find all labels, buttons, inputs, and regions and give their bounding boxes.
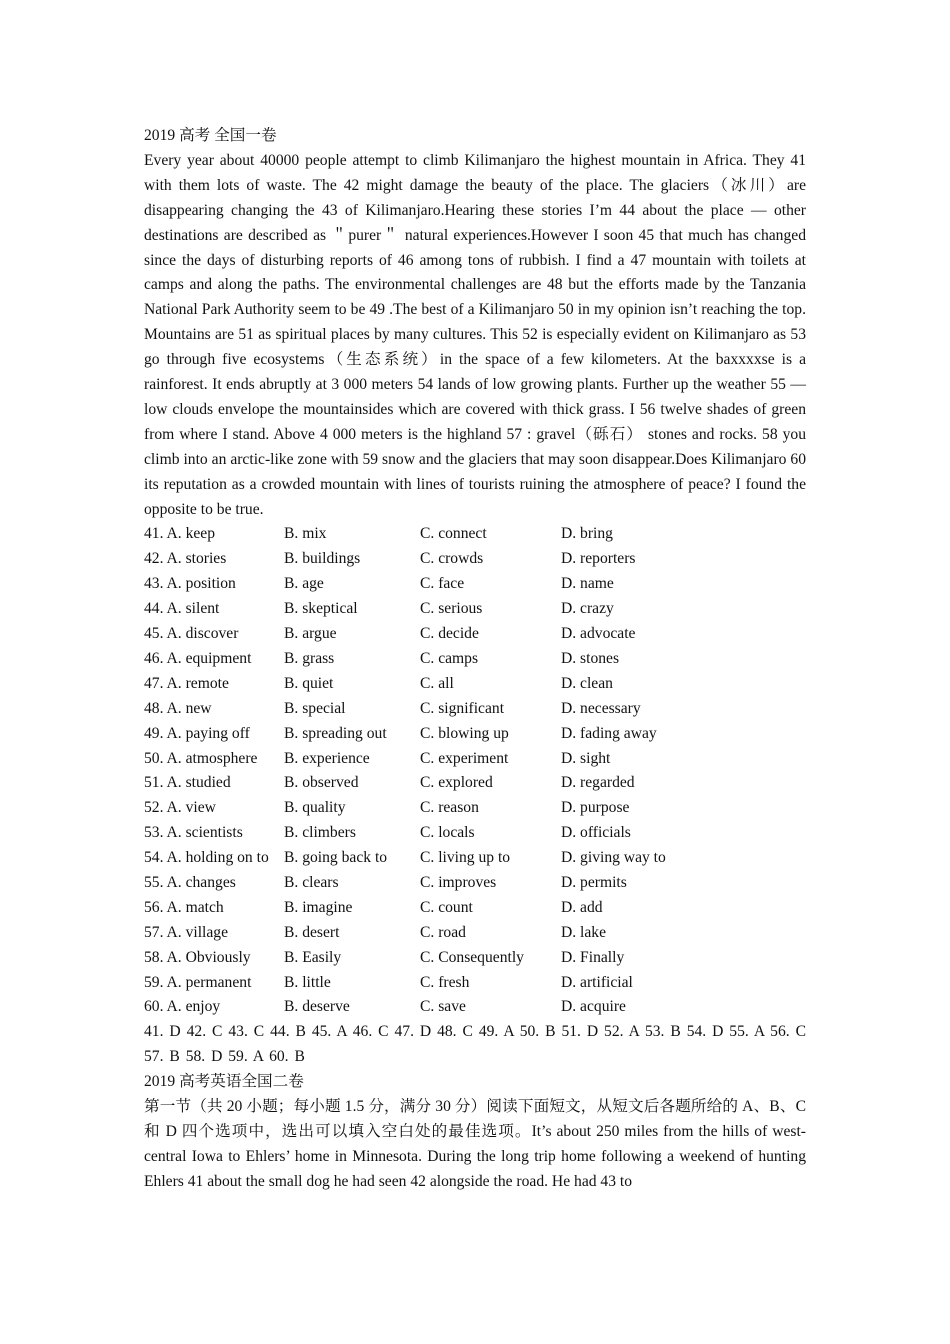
option-d: D. stones — [561, 649, 620, 667]
option-row — [144, 896, 806, 921]
option-a: 43. A. position — [144, 575, 236, 593]
option-d: D. fading away — [561, 724, 657, 742]
option-row — [144, 522, 806, 547]
option-d: D. crazy — [561, 600, 614, 618]
option-c: C. fresh — [420, 973, 470, 991]
option-b: B. argue — [284, 625, 337, 643]
option-c: C. experiment — [420, 749, 509, 767]
option-d: D. reporters — [561, 550, 636, 568]
option-b: B. climbers — [284, 824, 356, 842]
option-row — [144, 771, 806, 796]
option-b: B. quality — [284, 799, 346, 817]
option-row — [144, 796, 806, 821]
option-a: 59. A. permanent — [144, 973, 252, 991]
option-b: B. quiet — [284, 674, 334, 692]
option-b: B. special — [284, 699, 346, 717]
option-d: D. acquire — [561, 998, 626, 1016]
document-page — [144, 124, 806, 1195]
answer-key-text: 41. D 42. C 43. C 44. B 45. A 46. C 47. D 48. C 49. A 50. B 51. D 52. A 53. B 54. D 55. A 56. C 57. B 58. D 59. A 60. B — [144, 1023, 806, 1066]
option-b: B. little — [284, 973, 331, 991]
option-a: 46. A. equipment — [144, 649, 252, 667]
option-a: 56. A. match — [144, 898, 224, 916]
option-row — [144, 697, 806, 722]
option-b: B. experience — [284, 749, 370, 767]
option-d: D. Finally — [561, 948, 625, 966]
option-c: C. blowing up — [420, 724, 509, 742]
option-a: 51. A. studied — [144, 774, 231, 792]
options-list — [144, 522, 806, 1020]
option-b: B. skeptical — [284, 600, 358, 618]
section-title-national-2: 2019 高考英语全国二卷 — [144, 1073, 304, 1091]
section-title-national-1: 2019 高考 全国一卷 — [144, 127, 277, 144]
option-d: D. permits — [561, 873, 627, 891]
option-row — [144, 995, 806, 1020]
option-b: B. age — [284, 575, 324, 593]
option-c: C. road — [420, 923, 466, 941]
option-c: C. explored — [420, 774, 493, 792]
option-c: C. connect — [420, 525, 487, 543]
option-d: D. add — [561, 898, 603, 916]
option-d: D. giving way to — [561, 849, 666, 867]
option-c: C. locals — [420, 824, 475, 842]
option-d: D. necessary — [561, 699, 641, 717]
option-row — [144, 871, 806, 896]
option-d: D. sight — [561, 749, 611, 767]
option-row — [144, 946, 806, 971]
option-b: B. buildings — [284, 550, 361, 568]
option-c: C. count — [420, 898, 473, 916]
option-a: 41. A. keep — [144, 525, 216, 543]
option-c: C. camps — [420, 649, 479, 667]
option-d: D. bring — [561, 525, 613, 543]
option-b: B. spreading out — [284, 724, 387, 742]
option-row — [144, 821, 806, 846]
option-a: 44. A. silent — [144, 600, 220, 618]
option-d: D. name — [561, 575, 614, 593]
option-c: C. decide — [420, 625, 479, 643]
option-c: C. reason — [420, 799, 479, 817]
option-a: 58. A. Obviously — [144, 948, 251, 966]
option-a: 47. A. remote — [144, 674, 229, 692]
option-c: C. all — [420, 674, 454, 692]
option-b: B. going back to — [284, 849, 388, 867]
option-c: C. face — [420, 575, 465, 593]
cloze-passage-1 — [144, 149, 806, 523]
option-d: D. clean — [561, 674, 613, 692]
option-b: B. grass — [284, 649, 335, 667]
option-b: B. mix — [284, 525, 327, 543]
option-a: 53. A. scientists — [144, 824, 243, 842]
option-a: 42. A. stories — [144, 550, 227, 568]
option-b: B. clears — [284, 873, 339, 891]
option-b: B. deserve — [284, 998, 350, 1016]
option-c: C. living up to — [420, 849, 511, 867]
option-c: C. Consequently — [420, 948, 524, 966]
option-a: 57. A. village — [144, 923, 229, 941]
option-a: 55. A. changes — [144, 873, 236, 891]
passage-2-text: 第一节（共 20 小题；每小题 1.5 分，满分 30 分）阅读下面短文，从短文后各题所给的 A、B、C 和 D 四个选项中，选出可以填入空白处的最佳选项。It’s about 250 miles from the hills of west-central Iowa to Ehlers’ home in Minnesota. During the long trip home following a weekend of hunting Ehlers 41 about the small dog he had seen 42 alongside the road. He had 43 to — [144, 1098, 806, 1190]
cloze-passage-2 — [144, 1095, 806, 1195]
option-b: B. Easily — [284, 948, 342, 966]
option-row — [144, 647, 806, 672]
option-a: 52. A. view — [144, 799, 216, 817]
option-b: B. desert — [284, 923, 340, 941]
option-d: D. artificial — [561, 973, 633, 991]
option-a: 48. A. new — [144, 699, 212, 717]
option-c: C. serious — [420, 600, 483, 618]
option-row — [144, 747, 806, 772]
option-row — [144, 572, 806, 597]
option-row — [144, 597, 806, 622]
option-a: 50. A. atmosphere — [144, 749, 258, 767]
option-c: C. crowds — [420, 550, 484, 568]
option-d: D. lake — [561, 923, 607, 941]
option-c: C. improves — [420, 873, 497, 891]
option-d: D. regarded — [561, 774, 635, 792]
option-row — [144, 846, 806, 871]
option-b: B. observed — [284, 774, 359, 792]
passage-1-text: Every year about 40000 people attempt to climb Kilimanjaro the highest mountain in Africa. They 41 with them lots of waste. The 42 might damage the beauty of the place. The glaciers（冰川）are disappearing changing the 43 of Kilimanjaro.Hearing these stories I’m 44 about the place — other destinations are described as ＂purer＂ natural experiences.However I soon 45 that much has changed since the days of disturbing reports of 46 among tons of rubbish. I find a 47 mountain with toilets at camps and along the paths. The environmental challenges are 48 but the efforts made by the Tanzania National Park Authority seem to be 49 .The best of a Kilimanjaro 50 in my opinion isn’t reaching the top. Mountains are 51 as spiritual places by many cultures. This 52 is especially evident on Kilimanjaro as 53 go through five ecosystems（生态系统）in the space of a few kilometers. At the baxxxxse is a rainforest. It ends abruptly at 3 000 meters 54 lands of low growing plants. Further up the weather 55 — low clouds envelope the mountainsides which are covered with thick grass. I 56 twelve shades of green from where I stand. Above 4 000 meters is the highland 57 : gravel（砾石） stones and rocks. 58 you climb into an arctic-like zone with 59 snow and the glaciers that may soon disappear.Does Kilimanjaro 60 its reputation as a crowded mountain with lines of tourists ruining the atmosphere of peace? I found the opposite to be true. — [144, 151, 806, 518]
option-d: D. officials — [561, 824, 631, 842]
option-a: 49. A. paying off — [144, 724, 250, 742]
option-d: D. advocate — [561, 625, 636, 643]
answer-key — [144, 1020, 806, 1070]
option-c: C. save — [420, 998, 466, 1016]
option-d: D. purpose — [561, 799, 630, 817]
option-row — [144, 722, 806, 747]
option-row — [144, 672, 806, 697]
option-row — [144, 547, 806, 572]
option-a: 45. A. discover — [144, 625, 239, 643]
option-a: 54. A. holding on to — [144, 849, 269, 867]
option-row — [144, 971, 806, 996]
option-a: 60. A. enjoy — [144, 998, 221, 1016]
option-row — [144, 921, 806, 946]
option-row — [144, 622, 806, 647]
option-b: B. imagine — [284, 898, 353, 916]
option-c: C. significant — [420, 699, 505, 717]
